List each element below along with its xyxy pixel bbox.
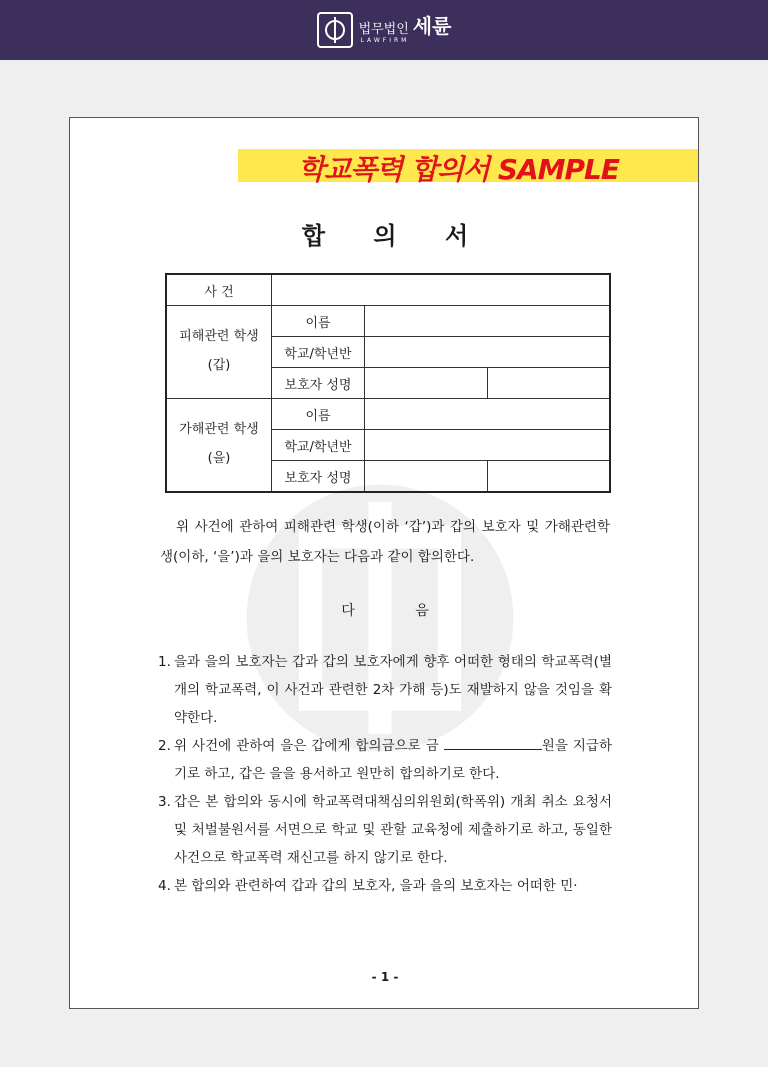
victim-school-value[interactable] [365, 337, 611, 368]
item-number: 4. [158, 878, 171, 894]
party-info-table [165, 273, 611, 493]
section-heading: 다 음 [341, 603, 457, 619]
list-item [160, 648, 612, 732]
sample-title: 학교폭력 합의서 SAMPLE [298, 153, 620, 186]
item-text-b: 원을 지급하기로 하고, 갑은 을을 용서하고 원만히 합의하기로 한다. [174, 738, 612, 782]
victim-name-label: 이름 [272, 306, 365, 337]
offender-label-line-1: 가해관련 학생 [179, 422, 259, 438]
law-firm-emblem-icon [317, 12, 353, 48]
brand-english: LAWFIRM [360, 37, 410, 44]
victim-guardian-signature[interactable] [488, 368, 611, 399]
top-header-bar [0, 0, 768, 60]
item-text: 갑은 본 합의와 동시에 학교폭력대책심의위원회(학폭위) 개최 취소 요청서 및 처벌불원서를 서면으로 학교 및 관할 교육청에 제출하기로 하고, 동일한 사건으로 학교폭력 재신고를 하지 않기로 한다. [174, 794, 612, 866]
list-item [160, 788, 612, 872]
offender-guardian-signature[interactable] [488, 461, 611, 493]
offender-school-value[interactable] [365, 430, 611, 461]
offender-name-label: 이름 [272, 399, 365, 430]
victim-label-line-1: 피해관련 학생 [179, 329, 259, 345]
offender-guardian-value[interactable] [365, 461, 488, 493]
brand-name-2: 세륜 [412, 14, 452, 38]
table-row [166, 399, 610, 430]
page-number: - 1 - [371, 970, 399, 984]
victim-guardian-label: 보호자 성명 [272, 368, 365, 399]
offender-group-label [166, 399, 272, 493]
item-number: 3. [158, 794, 171, 810]
list-item [160, 732, 612, 788]
offender-guardian-label: 보호자 성명 [272, 461, 365, 493]
item-text: 본 합의와 관련하여 갑과 갑의 보호자, 을과 을의 보호자는 어떠한 민· [174, 878, 578, 894]
offender-school-label: 학교/학년반 [272, 430, 365, 461]
document-page [69, 117, 699, 1009]
victim-school-label: 학교/학년반 [272, 337, 365, 368]
offender-label-line-2: (을) [207, 451, 231, 466]
item-text: 을과 을의 보호자는 갑과 갑의 보호자에게 향후 어떠한 형태의 학교폭력(별개의 학교폭력, 이 사건과 관련한 2차 가해 등)도 재발하지 않을 것임을 확약한다. [174, 654, 612, 726]
offender-name-value[interactable] [365, 399, 611, 430]
table-row [166, 306, 610, 337]
case-value[interactable] [272, 274, 611, 306]
brand-text [359, 16, 452, 44]
terms-list [160, 648, 612, 900]
intro-paragraph: 위 사건에 관하여 피해관련 학생(이하 ‘갑’)과 갑의 보호자 및 가해관련학생(이하, ‘을’)과 을의 보호자는 다음과 같이 합의한다. [160, 519, 610, 565]
victim-label-line-2: (갑) [207, 358, 231, 373]
victim-guardian-value[interactable] [365, 368, 488, 399]
case-label: 사 건 [166, 274, 272, 306]
item-number: 2. [158, 738, 171, 754]
victim-name-value[interactable] [365, 306, 611, 337]
brand-logo[interactable] [317, 12, 452, 48]
document-title: 합 의 서 [301, 222, 489, 250]
item-text-a: 위 사건에 관하여 을은 갑에게 합의금으로 금 [174, 738, 439, 754]
list-item [160, 872, 612, 900]
table-row [166, 274, 610, 306]
amount-blank[interactable] [444, 735, 542, 750]
item-number: 1. [158, 654, 171, 670]
victim-group-label [166, 306, 272, 399]
brand-name-1: 법무법인 [358, 22, 409, 37]
